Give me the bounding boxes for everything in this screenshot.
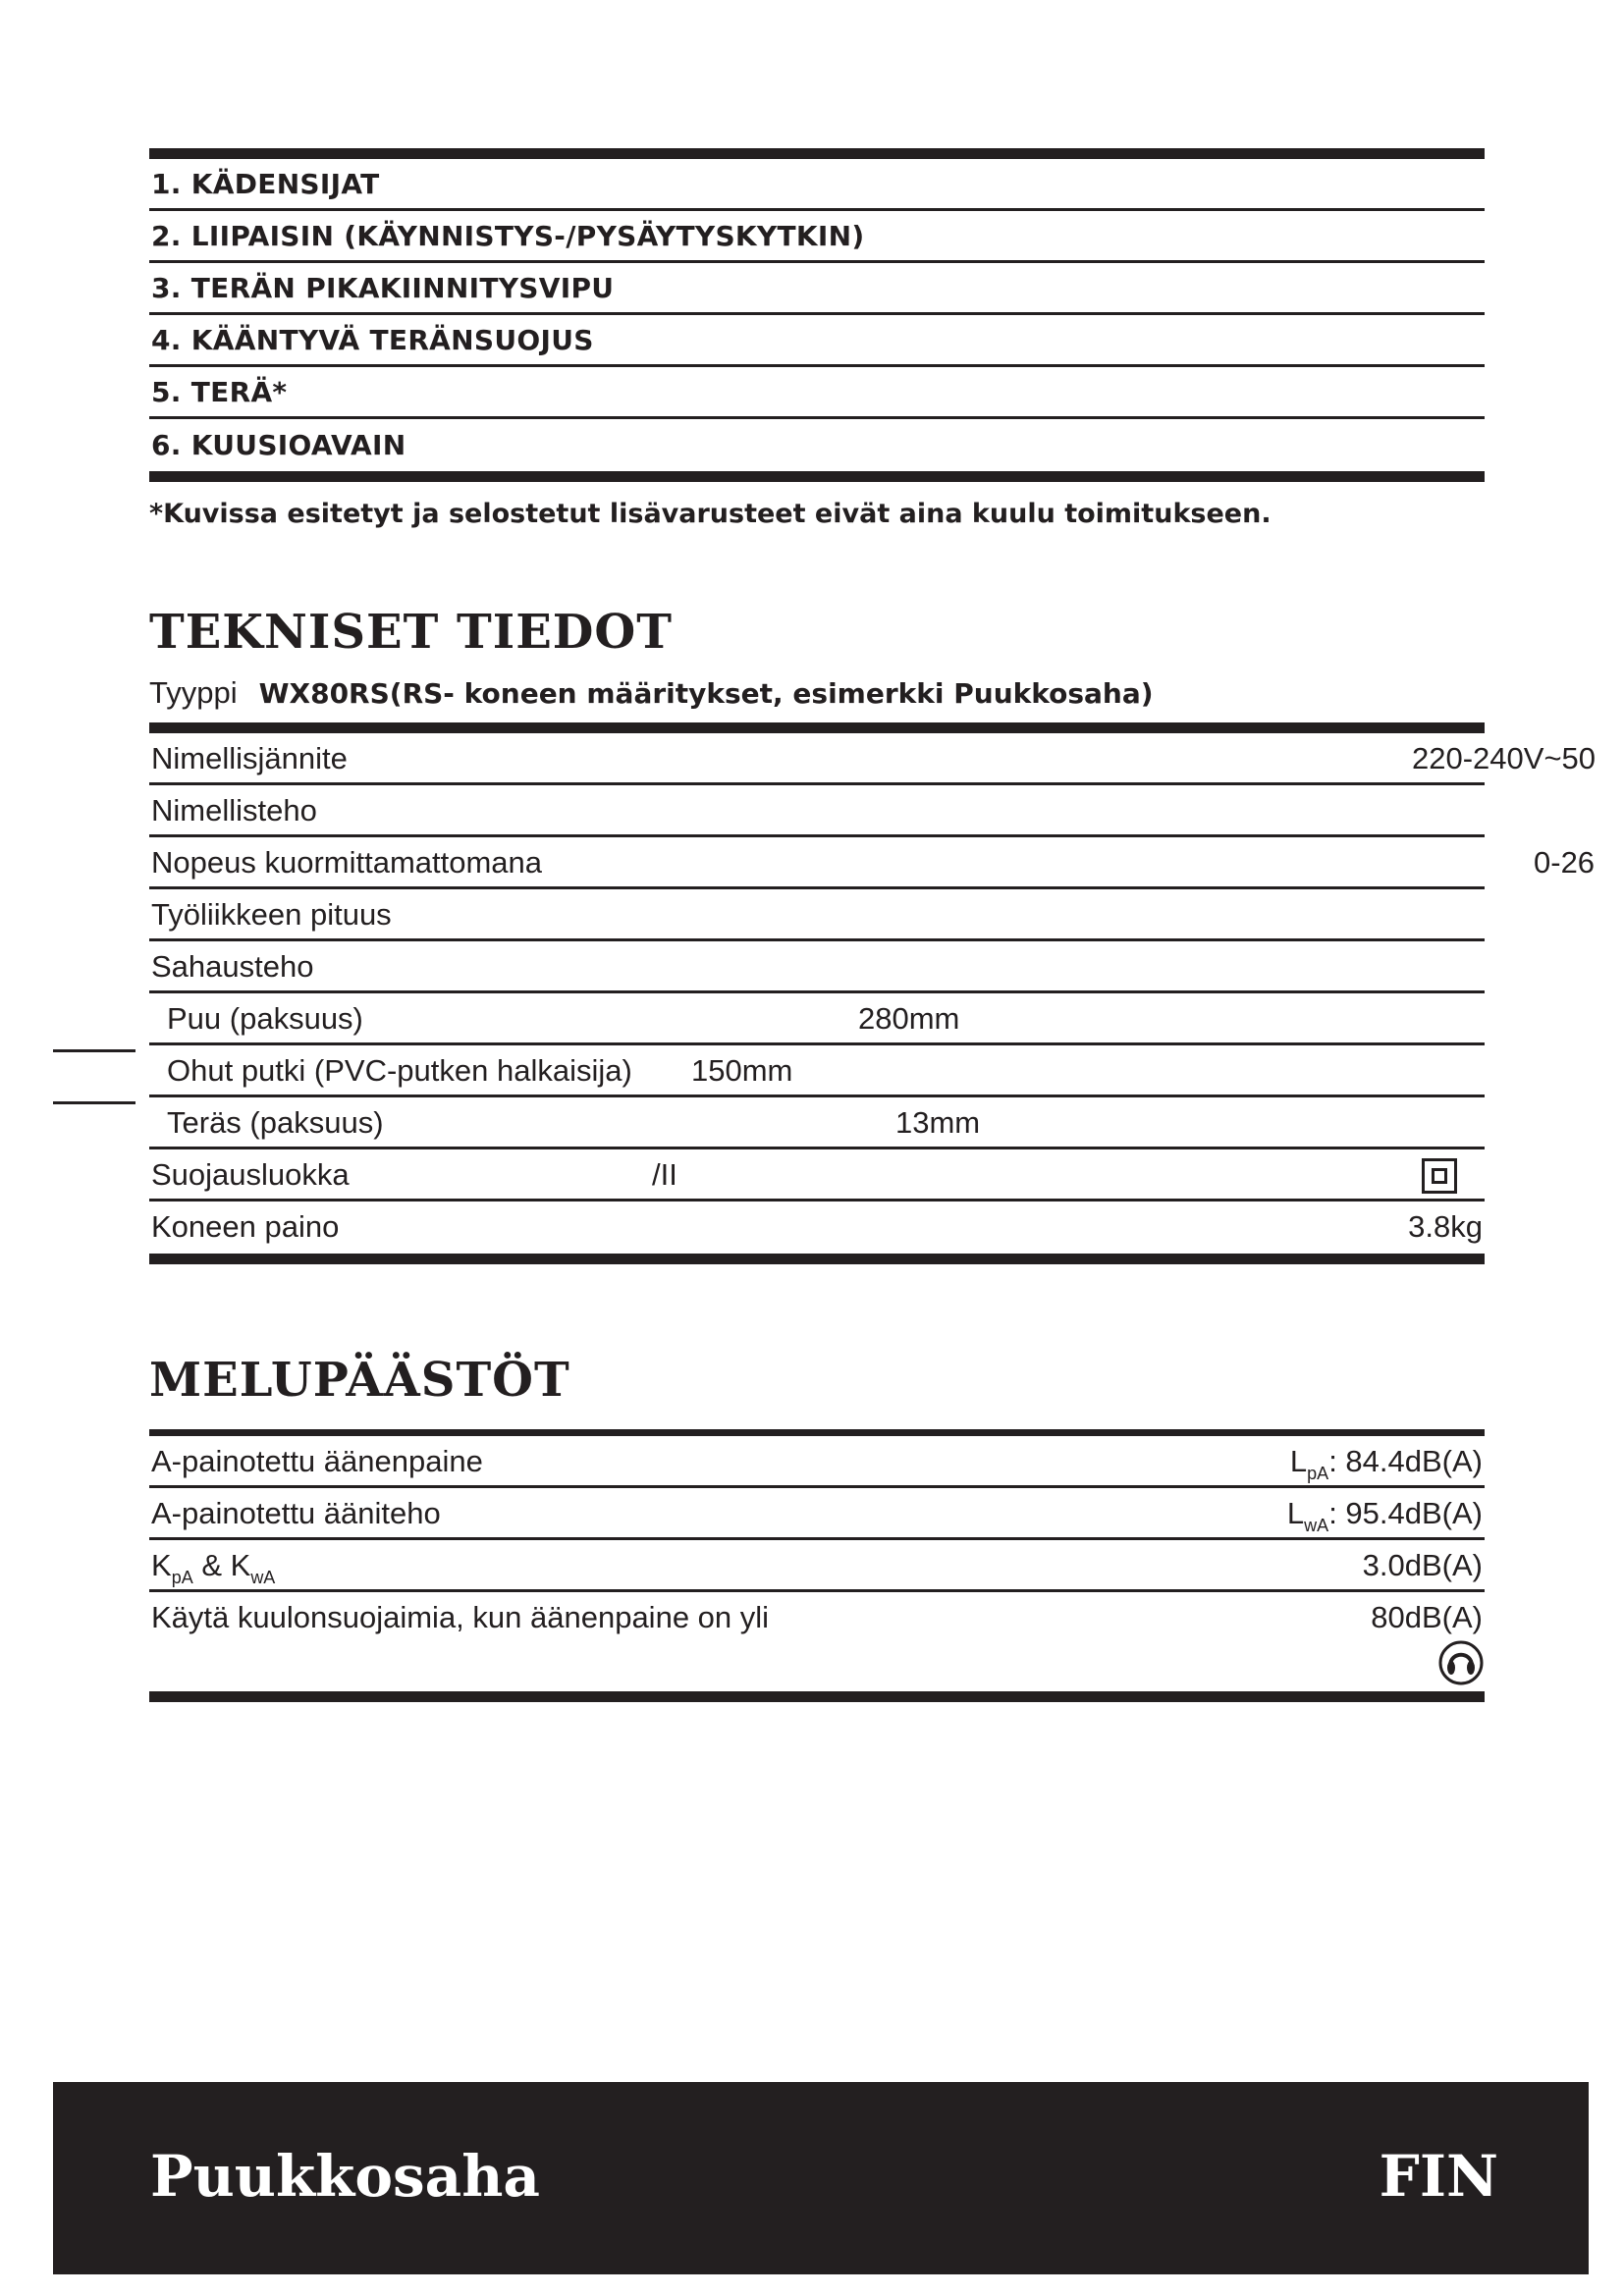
row-value: 150mm <box>691 1053 793 1088</box>
row-label: Nimellisjännite <box>151 741 348 775</box>
divider <box>149 148 1485 159</box>
type-label: Tyyppi <box>149 675 238 710</box>
table-row <box>149 993 1485 1045</box>
table-row <box>149 1488 1485 1540</box>
table-row <box>149 1045 1485 1097</box>
row-value <box>1286 1496 1483 1535</box>
part-label: 4. KÄÄNTYVÄ TERÄNSUOJUS <box>151 323 594 356</box>
list-item <box>149 419 1485 471</box>
row-label: A-painotettu äänenpaine <box>151 1444 483 1478</box>
symbol: L <box>1289 1444 1308 1478</box>
row-label: Teräs (paksuus) <box>167 1105 384 1140</box>
table-row <box>149 1592 1485 1691</box>
table-row <box>149 1540 1485 1592</box>
row-value: /II <box>652 1157 677 1192</box>
table-row <box>149 1097 1485 1149</box>
divider <box>149 1691 1485 1702</box>
footer-title: Puukkosaha <box>150 2143 540 2210</box>
hearing-protection-icon <box>1437 1639 1485 1686</box>
row-label: Nopeus kuormittamattomana <box>151 845 543 880</box>
margin-tick <box>53 1049 135 1052</box>
part-label: 6. KUUSIOAVAIN <box>151 429 406 461</box>
row-value: 3.8kg <box>1408 1209 1483 1244</box>
table-row <box>149 1436 1485 1488</box>
table-row <box>149 785 1485 837</box>
row-value: 3.0dB(A) <box>1362 1548 1483 1582</box>
tech-table <box>149 722 1597 1264</box>
footnote: *Kuvissa esitetyt ja selostetut lisävarusteet eivät aina kuulu toimitukseen. <box>149 499 1272 529</box>
table-row <box>149 837 1596 889</box>
label-text: & K <box>192 1548 251 1582</box>
row-value: 280mm <box>858 1001 960 1036</box>
symbol: K <box>151 1548 172 1582</box>
list-item <box>149 315 1485 367</box>
type-line <box>149 675 1154 711</box>
table-row <box>149 1201 1485 1254</box>
tech-heading: TEKNISET TIEDOT <box>149 605 673 660</box>
noise-heading: MELUPÄÄSTÖT <box>149 1353 570 1408</box>
divider <box>149 1429 1485 1436</box>
list-item <box>149 367 1485 419</box>
list-item <box>149 211 1485 263</box>
row-label: Nimellisteho <box>151 793 317 828</box>
row-label: Työliikkeen pituus <box>151 897 392 932</box>
row-label: Sahausteho <box>151 949 314 984</box>
symbol-subscript: wA <box>1304 1516 1329 1535</box>
row-label: Ohut putki (PVC-putken halkaisija) <box>167 1053 632 1088</box>
noise-table <box>149 1429 1485 1702</box>
symbol: L <box>1286 1496 1305 1530</box>
symbol-subscript: pA <box>171 1568 193 1587</box>
parts-list <box>149 148 1485 482</box>
divider <box>149 471 1485 482</box>
row-label: Käytä kuulonsuojaimia, kun äänenpaine on yli <box>151 1600 770 1634</box>
row-value: 13mm <box>895 1105 981 1140</box>
row-label: Puu (paksuus) <box>167 1001 363 1036</box>
type-value: WX80RS(RS- koneen määritykset, esimerkki Puukkosaha) <box>258 677 1154 710</box>
value-text: : 84.4dB(A) <box>1328 1444 1483 1478</box>
divider <box>149 722 1485 733</box>
table-row <box>149 941 1485 993</box>
row-value: 0-26 <box>1534 845 1596 880</box>
part-label: 3. TERÄN PIKAKIINNITYSVIPU <box>151 271 615 304</box>
list-item <box>149 263 1485 315</box>
row-label <box>151 1548 276 1587</box>
table-row <box>149 889 1485 941</box>
table-row <box>149 733 1597 785</box>
row-value: 220-240V~50 <box>1412 741 1597 775</box>
list-item <box>149 159 1485 211</box>
part-label: 2. LIIPAISIN (KÄYNNISTYS-/PYSÄYTYSKYTKIN) <box>151 219 865 252</box>
part-label: 1. KÄDENSIJAT <box>151 167 380 200</box>
language-code: FIN <box>1379 2143 1498 2210</box>
row-value: 80dB(A) <box>1371 1600 1483 1634</box>
symbol-subscript: wA <box>250 1568 276 1587</box>
table-row <box>149 1149 1485 1201</box>
footer-band <box>53 2082 1589 2274</box>
symbol-subscript: pA <box>1307 1464 1329 1483</box>
divider <box>149 1254 1485 1264</box>
value-text: : 95.4dB(A) <box>1328 1496 1483 1530</box>
row-value <box>1289 1444 1483 1483</box>
row-label: Suojausluokka <box>151 1157 350 1192</box>
part-label: 5. TERÄ* <box>151 375 288 408</box>
double-insulation-icon <box>1422 1158 1457 1194</box>
row-label: A-painotettu ääniteho <box>151 1496 441 1530</box>
margin-tick <box>53 1101 135 1104</box>
row-label: Koneen paino <box>151 1209 340 1244</box>
